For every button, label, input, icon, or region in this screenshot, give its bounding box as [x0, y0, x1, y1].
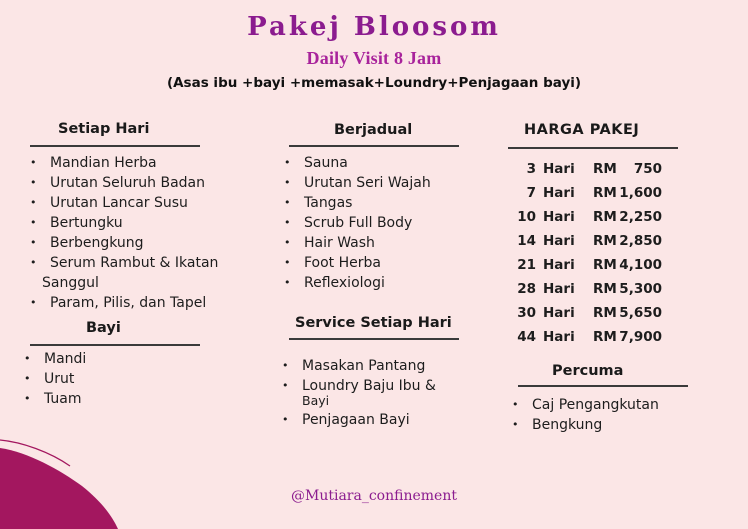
- berjadual-heading: Berjadual: [334, 122, 413, 138]
- list-item: • Urutan Lancar Susu: [50, 193, 280, 213]
- service-list-tail: [302, 410, 472, 430]
- price-days: 14: [517, 233, 536, 249]
- list-item: • Mandian Herba: [50, 153, 280, 173]
- price-amount: 2,250: [619, 209, 662, 225]
- price-unit: Hari: [543, 305, 575, 321]
- price-row: [508, 301, 678, 325]
- price-days: 28: [517, 281, 536, 297]
- berjadual-rule: [289, 145, 459, 147]
- price-unit: Hari: [543, 161, 575, 177]
- price-row: [508, 277, 678, 301]
- price-unit: Hari: [543, 281, 575, 297]
- list-item: • Tangas: [304, 193, 494, 213]
- list-item: • Urut: [44, 369, 194, 389]
- price-amount: 5,650: [619, 305, 662, 321]
- price-amount: 750: [633, 161, 662, 177]
- price-row: [508, 181, 678, 205]
- list-item: • Masakan Pantang: [302, 356, 472, 376]
- list-item: • Bengkung: [532, 415, 712, 435]
- list-item: • Reflexiologi: [304, 273, 494, 293]
- list-item: • Param, Pilis, dan Tapel: [50, 293, 280, 313]
- setiap-hari-rule: [30, 145, 200, 147]
- service-rule: [289, 338, 459, 340]
- price-currency: RM: [593, 185, 617, 201]
- price-days: 30: [517, 305, 536, 321]
- setiap-hari-heading: Setiap Hari: [58, 121, 150, 137]
- list-item: • Penjagaan Bayi: [302, 410, 472, 430]
- price-row: [508, 253, 678, 277]
- list-item: • Bertungku: [50, 213, 280, 233]
- percuma-rule: [518, 385, 688, 387]
- list-item: • Caj Pengangkutan: [532, 395, 712, 415]
- bayi-heading: Bayi: [86, 320, 121, 336]
- price-days: 3: [526, 161, 536, 177]
- list-item-continuation: Bayi: [302, 393, 330, 408]
- list-item: • Foot Herba: [304, 253, 494, 273]
- service-heading: Service Setiap Hari: [295, 315, 452, 331]
- setiap-hari-list-tail: [50, 293, 280, 313]
- list-item-continuation: Sanggul: [42, 275, 99, 291]
- berjadual-list: [304, 153, 494, 293]
- price-currency: RM: [593, 257, 617, 273]
- percuma-heading: Percuma: [552, 363, 624, 379]
- list-item: • Scrub Full Body: [304, 213, 494, 233]
- harga-rule: [508, 147, 678, 149]
- list-item: • Berbengkung: [50, 233, 280, 253]
- price-amount: 2,850: [619, 233, 662, 249]
- harga-heading: HARGA PAKEJ: [524, 122, 640, 138]
- price-amount: 4,100: [619, 257, 662, 273]
- price-unit: Hari: [543, 329, 575, 345]
- setiap-hari-list: [50, 153, 280, 273]
- percuma-list: [532, 395, 712, 435]
- page-title: Pakej Bloosom: [247, 12, 501, 42]
- list-item: • Serum Rambut & Ikatan: [50, 253, 280, 273]
- bayi-rule: [30, 344, 200, 346]
- price-currency: RM: [593, 281, 617, 297]
- price-days: 21: [517, 257, 536, 273]
- price-days: 7: [526, 185, 536, 201]
- price-table: [508, 157, 678, 349]
- price-days: 10: [517, 209, 536, 225]
- price-row: [508, 229, 678, 253]
- price-row: [508, 205, 678, 229]
- price-amount: 7,900: [619, 329, 662, 345]
- list-item: • Tuam: [44, 389, 194, 409]
- list-item: • Hair Wash: [304, 233, 494, 253]
- price-row: [508, 325, 678, 349]
- package-scope: (Asas ibu +bayi +memasak+Loundry+Penjagaan bayi): [166, 75, 582, 91]
- bayi-list: [44, 349, 194, 409]
- price-unit: Hari: [543, 257, 575, 273]
- price-row: [508, 157, 678, 181]
- service-list: [302, 356, 472, 396]
- social-handle: @Mutiara_confinement: [291, 488, 457, 504]
- price-currency: RM: [593, 329, 617, 345]
- price-amount: 5,300: [619, 281, 662, 297]
- price-currency: RM: [593, 161, 617, 177]
- list-item: • Urutan Seri Wajah: [304, 173, 494, 193]
- list-item: • Urutan Seluruh Badan: [50, 173, 280, 193]
- list-item: • Sauna: [304, 153, 494, 173]
- price-currency: RM: [593, 305, 617, 321]
- page-subtitle: Daily Visit 8 Jam: [306, 48, 442, 68]
- list-item: • Loundry Baju Ibu &: [302, 376, 472, 396]
- price-currency: RM: [593, 209, 617, 225]
- price-unit: Hari: [543, 209, 575, 225]
- price-unit: Hari: [543, 233, 575, 249]
- price-days: 44: [517, 329, 536, 345]
- price-currency: RM: [593, 233, 617, 249]
- list-item: • Mandi: [44, 349, 194, 369]
- price-unit: Hari: [543, 185, 575, 201]
- price-amount: 1,600: [619, 185, 662, 201]
